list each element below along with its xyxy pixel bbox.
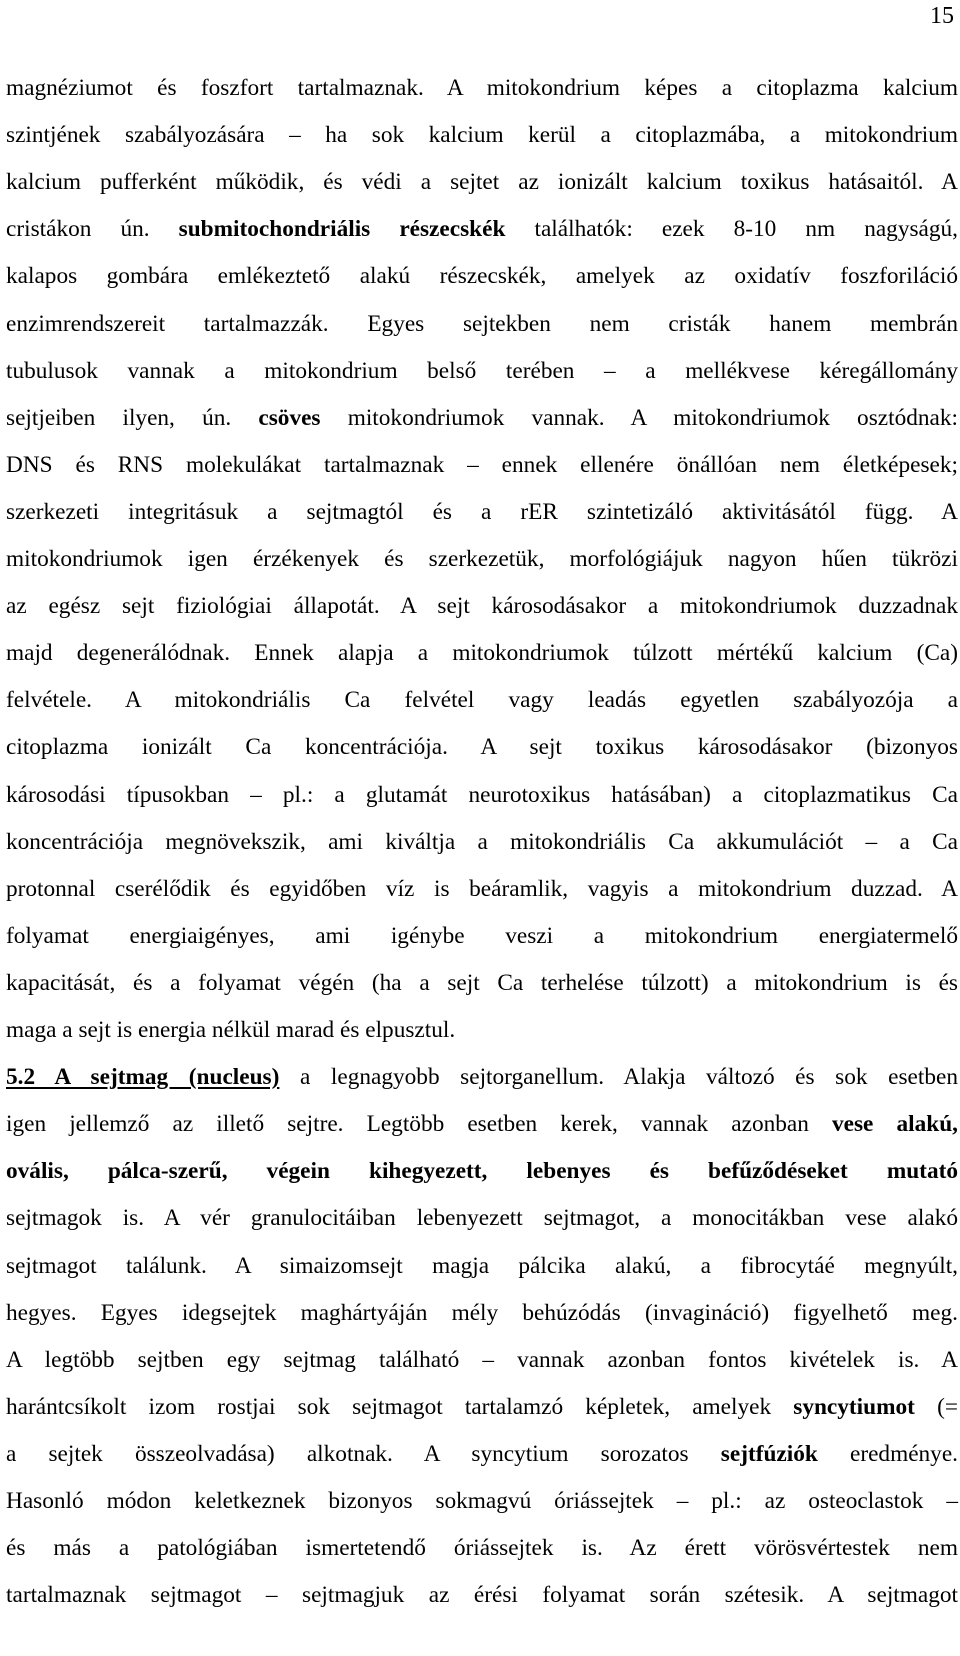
bold-text-segment: submitochondriális részecskék — [178, 216, 506, 243]
text-segment: károsodási típusokban – pl.: a glutamát neurotoxikus hatásában) a citoplazmatikus Ca — [6, 781, 958, 808]
text-line — [6, 1531, 958, 1565]
text-segment: folyamat energiaigényes, ami igénybe veszi a mitokondrium energiatermelő — [6, 922, 958, 949]
bold-text-segment: syncytiumot — [793, 1393, 915, 1420]
text-line — [6, 495, 958, 529]
text-line — [6, 825, 958, 859]
text-line — [6, 1060, 958, 1094]
text-line — [6, 118, 958, 152]
text-segment: (= — [914, 1393, 958, 1420]
text-line — [6, 1154, 958, 1188]
text-line — [6, 259, 958, 293]
text-segment: harántcsíkolt izom rostjai sok sejtmagot tartalamzó képletek, amelyek — [6, 1393, 794, 1420]
text-segment: igen jellemző az illető sejtre. Legtöbb esetben kerek, vannak azonban — [6, 1111, 832, 1138]
text-line — [6, 872, 958, 906]
text-segment: cristákon ún. — [6, 216, 179, 243]
text-line — [6, 1484, 958, 1518]
text-segment: hegyes. Egyes idegsejtek maghártyáján mély behúzódás (invagináció) figyelhető meg. — [6, 1299, 958, 1326]
text-line — [6, 636, 958, 670]
text-segment: kapacitását, és a folyamat végén (ha a sejt Ca terhelése túlzott) a mitokondrium is és — [6, 969, 958, 996]
bold-text-segment: 5.2 A sejtmag (nucleus) — [6, 1064, 280, 1091]
text-line — [6, 307, 958, 341]
text-line — [6, 1107, 958, 1141]
text-segment: koncentrációja megnövekszik, ami kiváltja a mitokondriális Ca akkumulációt – a Ca — [6, 828, 958, 855]
text-line — [6, 589, 958, 623]
text-segment: maga a sejt is energia nélkül marad és elpusztul. — [6, 1017, 456, 1043]
text-segment: felvétele. A mitokondriális Ca felvétel vagy leadás egyetlen szabályozója a — [6, 687, 958, 714]
text-segment: A legtöbb sejtben egy sejtmag található – vannak azonban fontos kivételek is. A — [6, 1346, 958, 1373]
text-line — [6, 1390, 958, 1424]
text-segment: DNS és RNS molekulákat tartalmaznak – ennek ellenére önállóan nem életképesek; — [6, 451, 958, 478]
text-line — [6, 401, 958, 435]
text-line — [6, 966, 958, 1000]
text-line — [6, 919, 958, 953]
text-line — [6, 165, 958, 199]
text-segment: szerkezeti integritásuk a sejtmagtól és a rER szintetizáló aktivitásától függ. A — [6, 498, 958, 525]
text-segment: és más a patológiában ismertetendő óriássejtek is. Az érett vörösvértestek nem — [6, 1535, 958, 1562]
text-line — [6, 778, 958, 812]
text-segment: majd degenerálódnak. Ennek alapja a mitokondriumok túlzott mértékű kalcium (Ca) — [6, 640, 958, 667]
text-segment: magnéziumot és foszfort tartalmaznak. A mitokondrium képes a citoplazma kalcium — [6, 75, 958, 101]
text-segment: citoplazma ionizált Ca koncentrációja. A sejt toxikus károsodásakor (bizonyos — [6, 734, 958, 761]
text-line — [6, 1343, 958, 1377]
bold-text-segment: sejtfúziók — [720, 1440, 818, 1467]
text-segment: tubulusok vannak a mitokondrium belső terében – a mellékvese kéregállomány — [6, 357, 958, 384]
text-segment: Hasonló módon keletkeznek bizonyos sokmagvú óriássejtek – pl.: az osteoclastok – — [6, 1488, 958, 1514]
text-line — [6, 1013, 958, 1047]
text-line — [6, 1201, 958, 1235]
text-line — [6, 354, 958, 388]
text-segment: kalcium pufferként működik, és védi a sejtet az ionizált kalcium toxikus hatásaitól. A — [6, 169, 958, 196]
text-segment: a legnagyobb sejtorganellum. Alakja változó és sok esetben — [279, 1064, 958, 1091]
text-segment: mitokondriumok vannak. A mitokondriumok osztódnak: — [320, 404, 958, 431]
text-line — [6, 1296, 958, 1330]
text-segment: a sejtek összeolvadása) alkotnak. A syncytium sorozatos — [6, 1440, 721, 1467]
page-number: 15 — [930, 3, 954, 29]
text-line — [6, 1249, 958, 1283]
bold-text-segment: csöves — [258, 404, 321, 431]
text-segment: enzimrendszereit tartalmazzák. Egyes sejtekben nem cristák hanem membrán — [6, 310, 958, 337]
bold-text-segment: vese alakú, — [832, 1111, 958, 1138]
text-line — [6, 71, 958, 105]
text-segment: tartalmaznak sejtmagot – sejtmagjuk az érési folyamat során szétesik. A sejtmagot — [6, 1582, 958, 1609]
text-line — [6, 1578, 958, 1612]
text-segment: mitokondriumok igen érzékenyek és szerkezetük, morfológiájuk nagyon hűen tükrözi — [6, 546, 958, 572]
text-segment: sejtjeiben ilyen, ún. — [6, 404, 259, 431]
text-line — [6, 730, 958, 764]
text-segment: protonnal cserélődik és egyidőben víz is beáramlik, vagyis a mitokondrium duzzad. A — [6, 875, 958, 902]
text-line — [6, 212, 958, 246]
bold-text-segment: ovális, pálca-szerű, végein kihegyezett, lebenyes és befűződéseket mutató — [6, 1158, 958, 1185]
text-line — [6, 1437, 958, 1471]
text-segment: kalapos gombára emlékeztető alakú részecskék, amelyek az oxidatív foszforiláció — [6, 263, 958, 290]
text-line — [6, 542, 958, 576]
text-segment: sejtmagot találunk. A simaizomsejt magja pálcika alakú, a fibrocytáé megnyúlt, — [6, 1252, 958, 1279]
text-segment: találhatók: ezek 8-10 nm nagyságú, — [505, 216, 959, 243]
text-segment: az egész sejt fiziológiai állapotát. A sejt károsodásakor a mitokondriumok duzzadnak — [6, 593, 958, 620]
text-line — [6, 683, 958, 717]
text-segment: eredménye. — [817, 1440, 958, 1467]
text-segment: szintjének szabályozására – ha sok kalcium kerül a citoplazmába, a mitokondrium — [6, 122, 958, 149]
text-segment: sejtmagok is. A vér granulocitáiban lebenyezett sejtmagot, a monocitákban vese alakó — [6, 1205, 958, 1232]
text-line — [6, 448, 958, 482]
